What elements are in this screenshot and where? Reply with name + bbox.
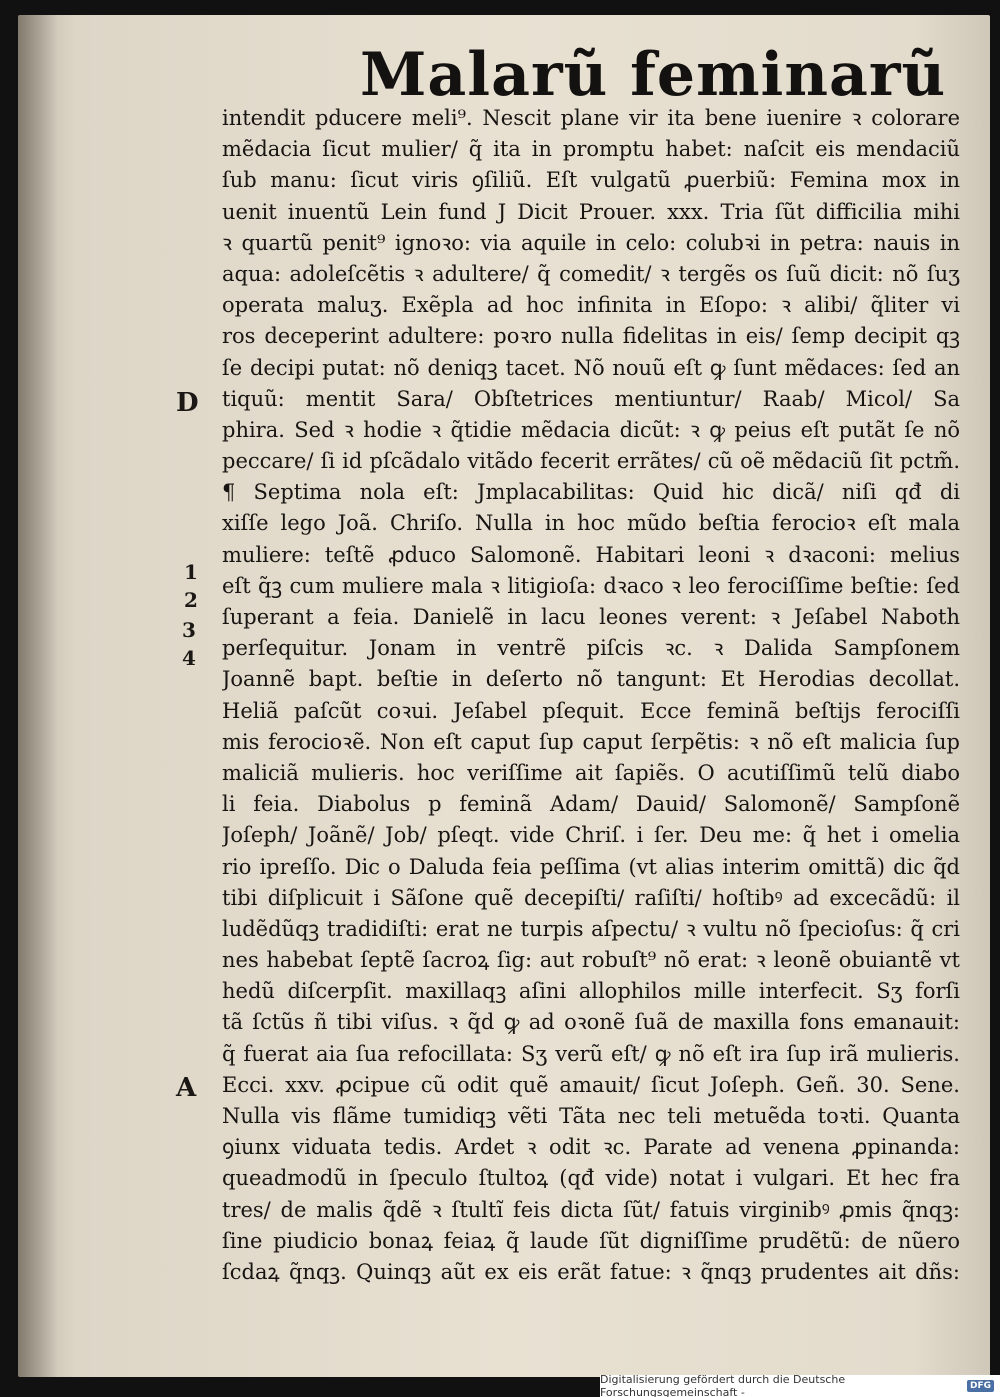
margin-number-2: 2 bbox=[184, 588, 198, 612]
text-line: intendit pducere meli⁹. Nescit plane vir ita bene iuenire ꝛ colorare bbox=[222, 106, 960, 130]
text-line: Nulla vis flãme tumidiqꝫ vẽti Tãta nec teli metuẽda toꝛti. Quanta bbox=[222, 1104, 960, 1128]
dfg-logo-icon: DFG bbox=[967, 1380, 994, 1392]
text-line: rio ipreſſo. Dic o Daluda feia peſſima (vt alias interim omittã) dic q̃d bbox=[222, 854, 960, 879]
text-line: tã ſctũs ñ tibi viſus. ꝛ q̃d ꝙ ad oꝛonẽ ſuã de maxilla fons emanauit: bbox=[222, 1010, 960, 1035]
margin-number-4: 4 bbox=[182, 646, 196, 670]
margin-number-1: 1 bbox=[184, 560, 198, 584]
text-line: nes habebat ſeptẽ ſacroꝝ ſig: aut robuſt⁹ nõ erat: ꝛ leonẽ obuiantẽ vt bbox=[222, 948, 960, 973]
text-line: muliere: teſtẽ ꝓduco Salomonẽ. Habitari leoni ꝛ dꝛaconi: melius bbox=[222, 542, 960, 567]
text-line: ſine piudicio bonaꝝ feiaꝝ q̃ laude ſũt digniſſime prudẽtũ: de nũero bbox=[222, 1228, 960, 1253]
margin-letter-d: D bbox=[176, 388, 199, 418]
text-line: maliciã mulieris. hoc veriſſime ait ſapiẽs. O acutiſſimũ telũ diabo bbox=[222, 760, 960, 785]
text-line: tiquũ: mentit Sara/ Obſtetrices mentiuntur/ Raab/ Micol/ Sa bbox=[222, 386, 960, 411]
text-line: ſuperant a feia. Danielẽ in lacu leones verent: ꝛ Jeſabel Naboth bbox=[222, 605, 960, 629]
text-line: queadmodũ in ſpeculo ſtultoꝝ (qđ vide) notat i vulgari. Et hec fra bbox=[222, 1166, 960, 1191]
text-line: q̃ fuerat aia ſua refocillata: Sʒ verũ eſt/ ꝙ nõ eſt ira ſup irã mulieris. bbox=[222, 1041, 960, 1066]
text-line: ſub manu: ſicut viris ꝯſiliũ. Eſt vulgatũ ꝓuerbiũ: Femina mox in bbox=[222, 168, 960, 193]
text-line: ꝯiunx viduata tedis. Ardet ꝛ odit ꝛc. Parate ad venena ꝓpinanda: bbox=[222, 1135, 960, 1160]
text-line: Ecci. xxv. ꝓcipue cũ odit quẽ amauit/ ſicut Joſeph. Geñ. 30. Sene. bbox=[222, 1072, 960, 1097]
text-line: tibi diſplicuit i Sãſone quẽ decepiſti/ raſiſti/ hoſtibꝰ ad excecãdũ: il bbox=[222, 885, 960, 910]
margin-number-3: 3 bbox=[182, 618, 196, 642]
text-line: hedũ diſcerpſit. maxillaqꝫ aſini allophilos mille interfecit. Sʒ forſi bbox=[222, 979, 960, 1004]
text-line: ¶ Septima nola eſt: Jmplacabilitas: Quid hic dicã/ niſi qđ di bbox=[222, 480, 960, 505]
text-line: operata maluʒ. Exẽpla ad hoc infinita in Eſopo: ꝛ alibi/ q̃liter vi bbox=[222, 293, 960, 318]
text-line: tres/ de malis q̃dẽ ꝛ ſtultĩ feis dicta ſũt/ fatuis virginibꝰ ꝓmis q̃nqꝫ: bbox=[222, 1197, 960, 1222]
digitization-credit-bar bbox=[600, 1375, 1000, 1397]
text-line: li feia. Diabolus p feminã Adam/ Dauid/ Salomonẽ/ Sampſonẽ bbox=[222, 792, 960, 817]
text-line: Joſeph/ Joãnẽ/ Job/ pſeqt. vide Chriſ. i ſer. Deu me: q̃ het i omelia bbox=[222, 823, 960, 848]
text-line: eſt q̃ꝫ cum muliere mala ꝛ litigioſa: dꝛaco ꝛ leo ferociſſime beſtie: ſed bbox=[222, 573, 960, 598]
text-line: ſcdaꝝ q̃nqꝫ. Quinqꝫ aũt ex eis erãt fatue: ꝛ q̃nqꝫ prudentes ait dñs: bbox=[222, 1259, 960, 1284]
text-line: mis ferocioꝛẽ. Non eſt caput ſup caput ſerpẽtis: ꝛ nõ eſt malicia ſup bbox=[222, 729, 960, 754]
text-line: Joannẽ bapt. beſtie in deſerto nõ tangunt: Et Herodias decollat. bbox=[222, 667, 960, 692]
text-line: ꝛ quartũ penit⁹ ignoꝛo: via aquile in celo: colubꝛi in petra: nauis in bbox=[222, 230, 960, 255]
text-line: perſequitur. Jonam in ventrẽ piſcis ꝛc. ꝛ Dalida Sampſonem bbox=[222, 636, 960, 661]
running-title: Malarũ feminarũ bbox=[360, 40, 947, 110]
text-line: ludẽdũqꝫ tradidiſti: erat ne turpis aſpectu/ ꝛ vultu nõ ſpecioſus: q̃ cri bbox=[222, 916, 960, 941]
text-line: aqua: adoleſcẽtis ꝛ adultere/ q̃ comedit/ ꝛ tergẽs os ſuũ dicit: nõ ſuʒ bbox=[222, 261, 960, 286]
text-line: ſe decipi putat: nõ deniqꝫ tacet. Nõ nouũ eſt ꝙ ſunt mẽdaces: ſed an bbox=[222, 355, 960, 380]
body-text bbox=[222, 103, 960, 1288]
page-gutter-shadow bbox=[18, 15, 58, 1377]
text-line: ros deceperint adultere: poꝛro nulla fidelitas in eis/ ſemp decipit qꝫ bbox=[222, 324, 960, 349]
margin-letter-a: A bbox=[176, 1073, 197, 1103]
text-line: phira. Sed ꝛ hodie ꝛ q̃tidie mẽdacia dicũt: ꝛ ꝙ peius eſt putãt ſe nõ bbox=[222, 417, 960, 442]
text-line: xiſſe lego Joã. Chriſo. Nulla in hoc mũdo beſtia ferocioꝛ eſt mala bbox=[222, 511, 960, 536]
credit-text: Digitalisierung gefördert durch die Deutsche Forschungsgemeinschaft - bbox=[600, 1373, 846, 1397]
text-line: uenit inuentũ Lein fund J Dicit Prouer. xxx. Tria ſũt difficilia mihi bbox=[222, 199, 960, 224]
text-line: mẽdacia ſicut mulier/ q̃ ita in promptu habet: naſcit eis mendaciũ bbox=[222, 137, 960, 162]
text-line: Heliã paſcũt coꝛui. Jeſabel pſequit. Ecce feminã beſtijs ferociſſi bbox=[222, 698, 960, 723]
text-line: peccare/ ſi id pſcãdalo vitãdo fecerit errãtes/ cũ oẽ mẽdaciũ ſit pctm̃. bbox=[222, 449, 960, 474]
